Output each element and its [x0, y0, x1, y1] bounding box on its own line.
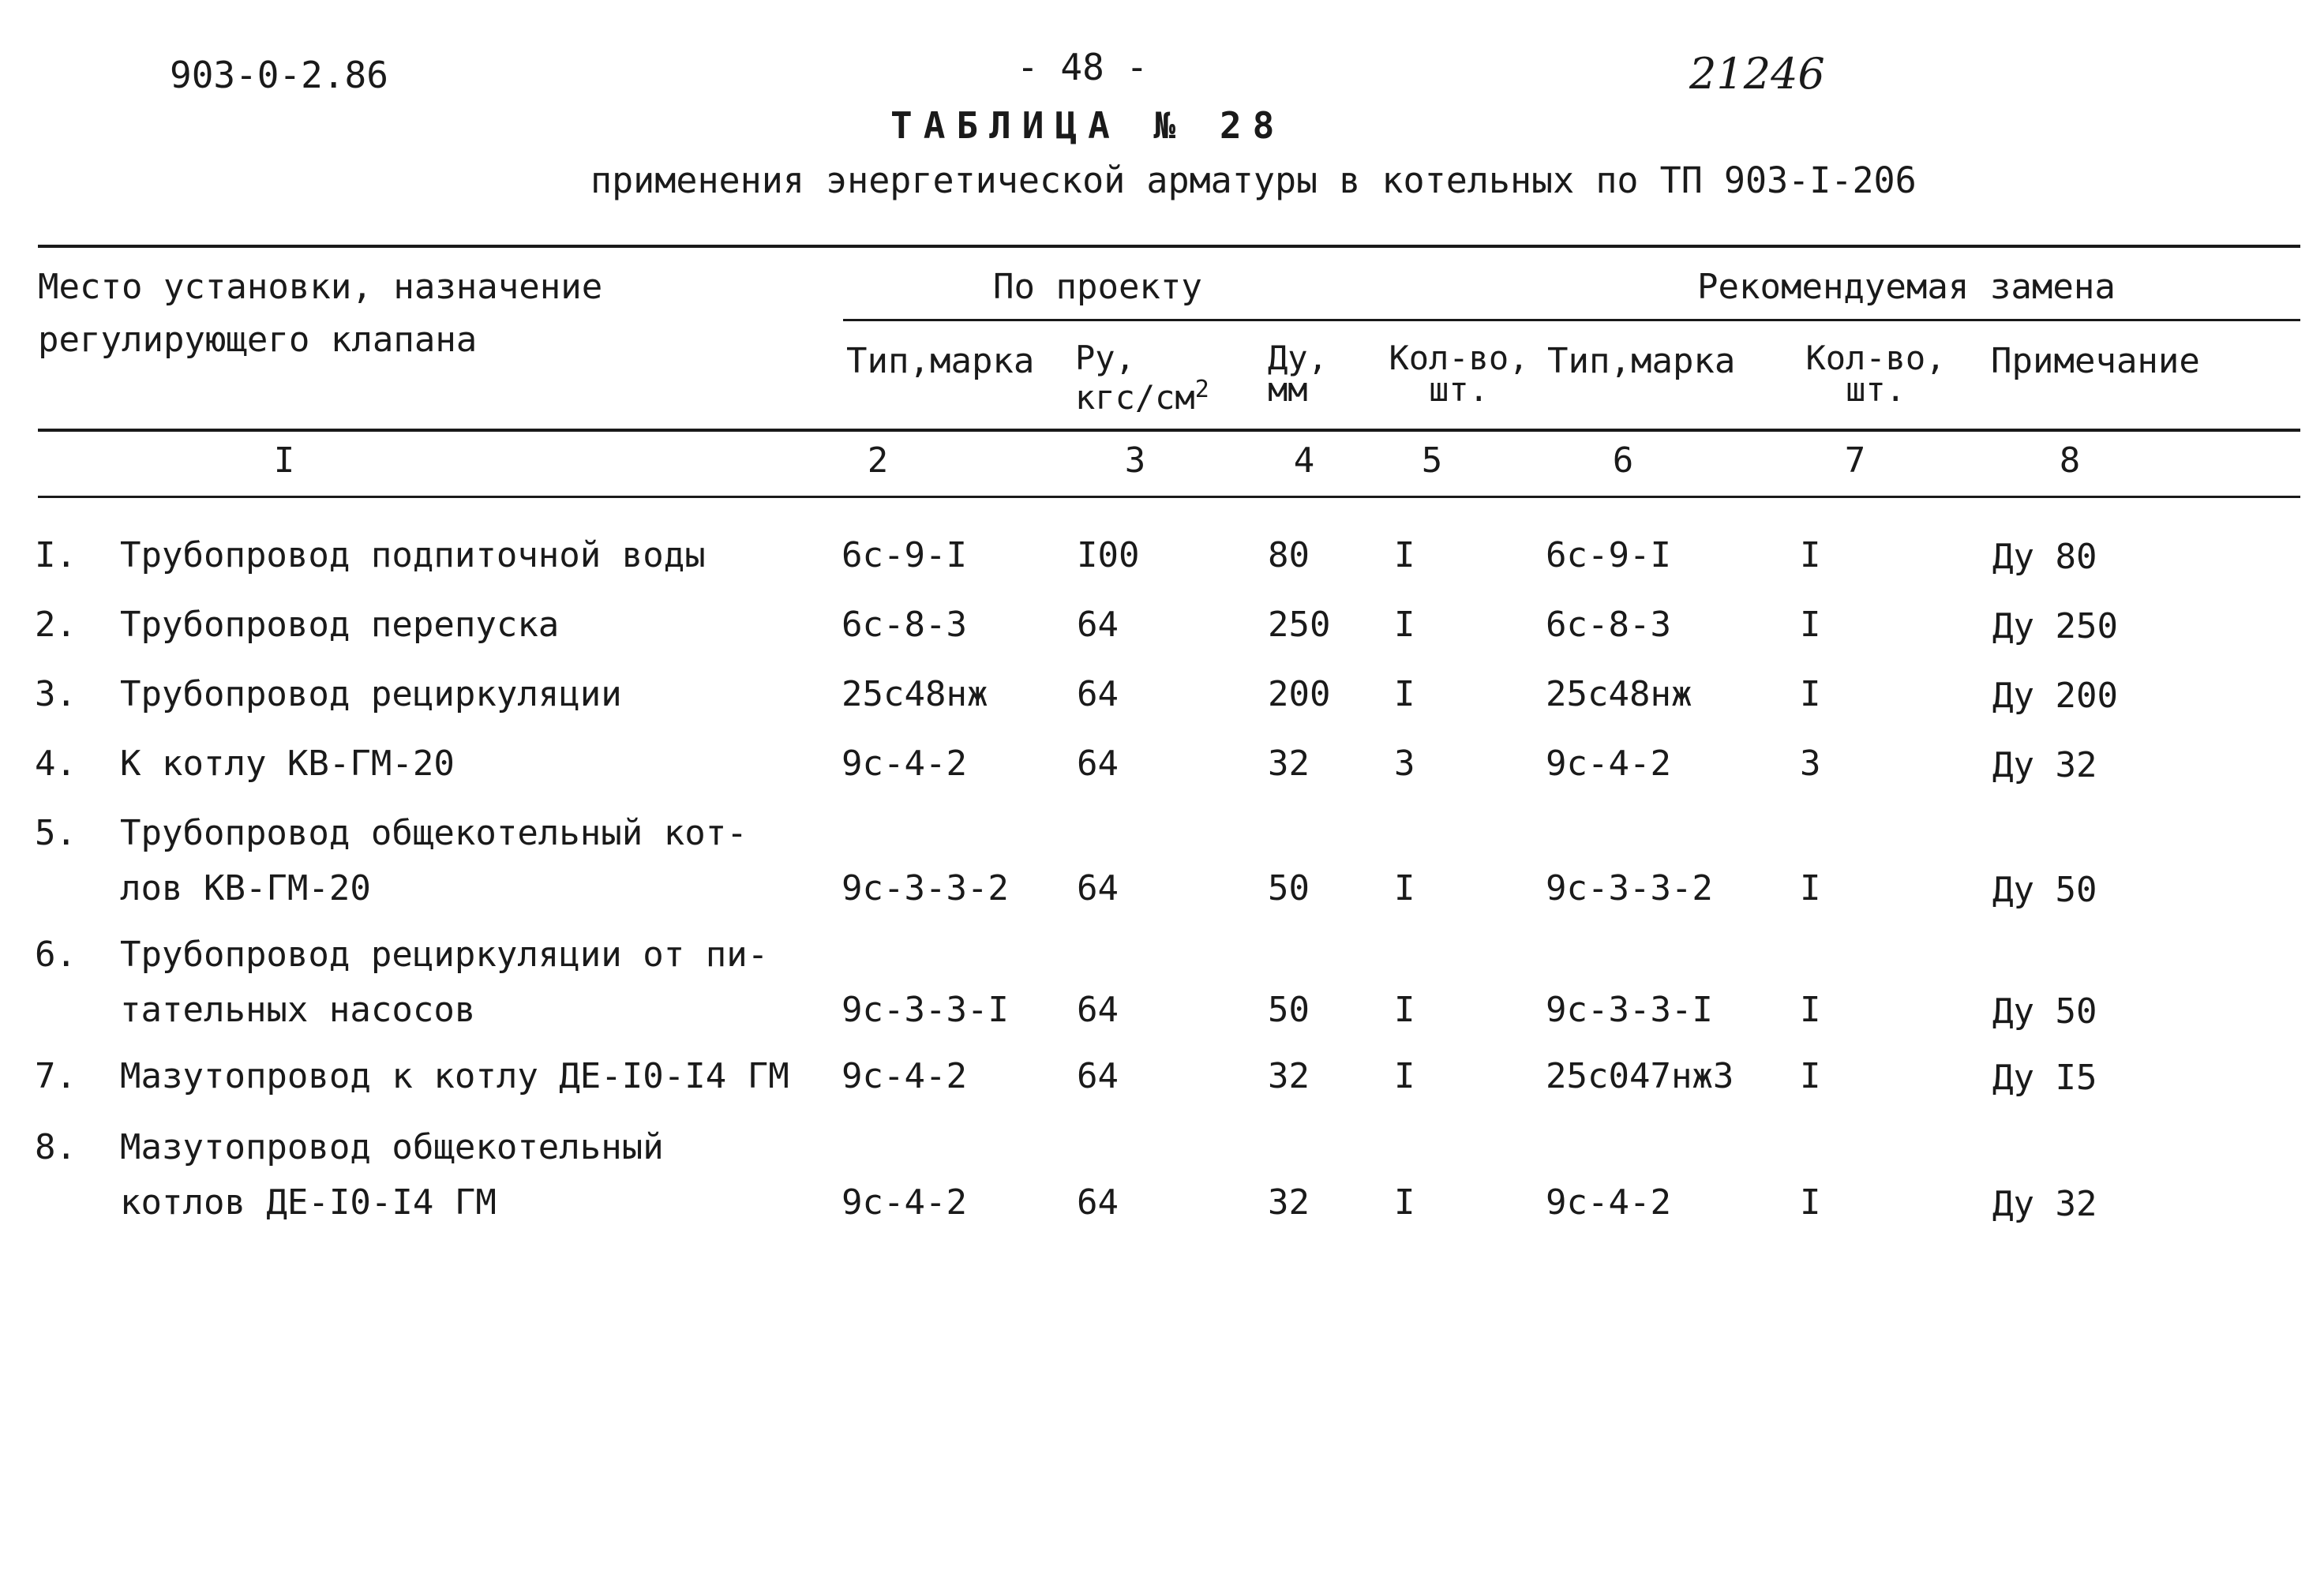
- row-number: 7.: [35, 1056, 77, 1096]
- row-diameter: 50: [1268, 990, 1310, 1030]
- row-diameter: 80: [1268, 535, 1310, 575]
- row-note: Ду I5: [1992, 1058, 2097, 1098]
- row-type-mark: 9с-4-2: [842, 1182, 967, 1223]
- row-place: котлов ДЕ-I0-I4 ГМ: [120, 1182, 497, 1223]
- row-place: Мазутопровод к котлу ДЕ-I0-I4 ГМ: [120, 1056, 789, 1096]
- row-place: Трубопровод рециркуляции от пи-: [120, 935, 769, 975]
- row-quantity: I: [1394, 674, 1415, 714]
- table-title: ТАБЛИЦА № 28: [890, 104, 1286, 147]
- row-quantity: I: [1394, 868, 1415, 908]
- row-pressure: 64: [1077, 868, 1119, 908]
- row-type-mark-replacement: 25с047нж3: [1546, 1056, 1734, 1096]
- row-number: 6.: [35, 935, 77, 975]
- column-number: 4: [1293, 440, 1315, 481]
- header-quantity-replacement: Кол-во, шт.: [1805, 339, 1946, 409]
- row-pressure: 64: [1077, 1182, 1119, 1223]
- row-diameter: 50: [1268, 868, 1310, 908]
- row-pressure: 64: [1077, 1056, 1119, 1096]
- row-type-mark-replacement: 9с-3-3-I: [1546, 990, 1713, 1030]
- inventory-number: 21246: [1689, 49, 1825, 99]
- row-type-mark-replacement: 6с-8-3: [1546, 605, 1671, 645]
- row-quantity-replacement: I: [1800, 674, 1821, 714]
- row-quantity-replacement: I: [1800, 1056, 1821, 1096]
- table-top-rule: [38, 245, 2300, 248]
- header-group-project: По проекту: [993, 267, 1202, 307]
- row-type-mark-replacement: 6с-9-I: [1546, 535, 1671, 575]
- row-pressure: 64: [1077, 674, 1119, 714]
- header-bottom-rule: [38, 429, 2300, 432]
- row-place: Трубопровод рециркуляции: [120, 674, 622, 714]
- row-type-mark: 9с-3-3-I: [842, 990, 1009, 1030]
- row-place: Мазутопровод общекотельный: [120, 1127, 664, 1167]
- row-type-mark: 6с-8-3: [842, 605, 967, 645]
- row-type-mark: 9с-3-3-2: [842, 868, 1009, 908]
- column-number: 5: [1421, 440, 1443, 481]
- row-type-mark: 25с48нж: [842, 674, 988, 714]
- column-number: 8: [2059, 440, 2081, 481]
- column-number: 6: [1612, 440, 1634, 481]
- row-note: Ду 50: [1992, 870, 2097, 910]
- row-number: 2.: [35, 605, 77, 645]
- row-type-mark-replacement: 9с-3-3-2: [1546, 868, 1713, 908]
- header-pressure: Ру, кгс/$см^2$: [1075, 339, 1209, 417]
- row-number: 3.: [35, 674, 77, 714]
- header-group-replacement: Рекомендуемая замена: [1697, 267, 2116, 307]
- row-quantity: 3: [1394, 744, 1415, 784]
- column-number: 3: [1124, 440, 1146, 481]
- row-type-mark: 6с-9-I: [842, 535, 967, 575]
- row-quantity: I: [1394, 605, 1415, 645]
- row-place: лов КВ-ГМ-20: [120, 868, 371, 908]
- row-pressure: 64: [1077, 605, 1119, 645]
- row-quantity-replacement: I: [1800, 535, 1821, 575]
- row-note: Ду 80: [1992, 537, 2097, 577]
- row-note: Ду 200: [1992, 676, 2118, 716]
- row-type-mark: 9с-4-2: [842, 744, 967, 784]
- row-quantity-replacement: I: [1800, 990, 1821, 1030]
- row-quantity-replacement: I: [1800, 1182, 1821, 1223]
- group-header-rule: [843, 319, 2300, 321]
- table-subtitle: применения энергетической арматуры в котельных по ТП 903-I-206: [590, 159, 1917, 201]
- row-quantity-replacement: I: [1800, 605, 1821, 645]
- row-type-mark-replacement: 25с48нж: [1546, 674, 1692, 714]
- row-type-mark: 9с-4-2: [842, 1056, 967, 1096]
- row-place: Трубопровод перепуска: [120, 605, 560, 645]
- header-diameter: Ду, мм: [1268, 339, 1328, 409]
- page-number: - 48 -: [1017, 46, 1149, 88]
- row-number: 4.: [35, 744, 77, 784]
- column-number: 2: [867, 440, 889, 481]
- row-diameter: 200: [1268, 674, 1331, 714]
- column-number: 7: [1844, 440, 1866, 481]
- row-quantity: I: [1394, 990, 1415, 1030]
- row-diameter: 32: [1268, 744, 1310, 784]
- row-note: Ду 32: [1992, 1184, 2097, 1224]
- row-quantity: I: [1394, 1056, 1415, 1096]
- row-note: Ду 250: [1992, 606, 2118, 646]
- row-pressure: 64: [1077, 744, 1119, 784]
- row-quantity: I: [1394, 1182, 1415, 1223]
- row-diameter: 32: [1268, 1182, 1310, 1223]
- row-diameter: 32: [1268, 1056, 1310, 1096]
- row-pressure: I00: [1077, 535, 1140, 575]
- header-place-line1: Место установки, назначение: [38, 267, 603, 307]
- row-number: 5.: [35, 813, 77, 853]
- row-pressure: 64: [1077, 990, 1119, 1030]
- header-type-mark-replacement: Тип,марка: [1547, 341, 1736, 381]
- header-type-mark: Тип,марка: [846, 341, 1035, 381]
- header-quantity: Кол-во, шт.: [1389, 339, 1529, 409]
- document-code: 903-0-2.86: [170, 54, 388, 96]
- column-number: I: [273, 440, 295, 481]
- row-place: тательных насосов: [120, 990, 476, 1030]
- row-number: 8.: [35, 1127, 77, 1167]
- row-quantity-replacement: 3: [1800, 744, 1821, 784]
- row-note: Ду 50: [1992, 991, 2097, 1032]
- row-type-mark-replacement: 9с-4-2: [1546, 744, 1671, 784]
- row-number: I.: [35, 535, 77, 575]
- row-type-mark-replacement: 9с-4-2: [1546, 1182, 1671, 1223]
- row-place: Трубопровод подпиточной воды: [120, 535, 706, 575]
- row-quantity-replacement: I: [1800, 868, 1821, 908]
- row-place: К котлу КВ-ГМ-20: [120, 744, 455, 784]
- row-quantity: I: [1394, 535, 1415, 575]
- header-note: Примечание: [1991, 341, 2200, 381]
- header-place-line2: регулирующего клапана: [38, 320, 478, 360]
- row-diameter: 250: [1268, 605, 1331, 645]
- column-numbers-rule: [38, 496, 2300, 498]
- row-place: Трубопровод общекотельный кот-: [120, 813, 748, 853]
- row-note: Ду 32: [1992, 745, 2097, 785]
